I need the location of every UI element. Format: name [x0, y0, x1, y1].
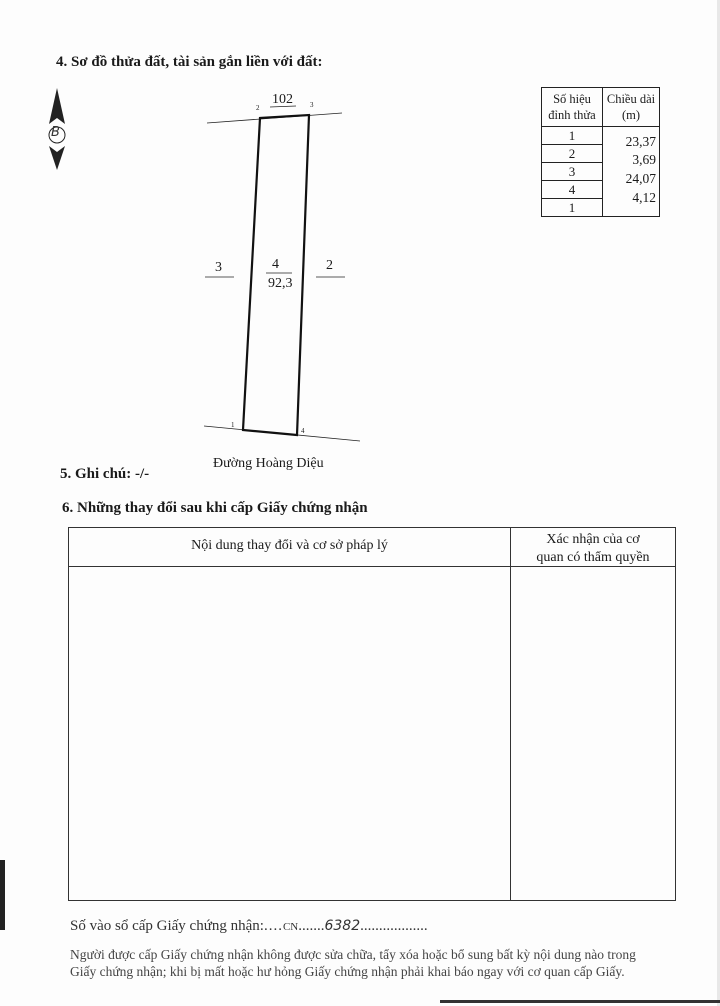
changes-table: [68, 527, 676, 901]
neighbor-right-label: 2: [326, 258, 333, 273]
scan-edge-mark: [440, 1000, 720, 1003]
compass-letter: B: [51, 125, 60, 140]
vertex-cell: 1: [542, 127, 603, 145]
vertex-header-line2: đỉnh thửa: [548, 108, 596, 122]
register-label: Số vào sổ cấp Giấy chứng nhận:: [70, 918, 264, 934]
section-5-title: 5. Ghi chú: -/-: [60, 466, 150, 482]
vertex-cell: 1: [542, 199, 603, 217]
length-value: 4,12: [632, 190, 656, 205]
length-value: 24,07: [625, 171, 656, 186]
register-prefix: CN: [282, 921, 299, 933]
vertex-label-2: 2: [256, 104, 260, 112]
vertex-table-header-length: [603, 88, 660, 127]
length-value: 23,37: [625, 134, 656, 149]
length-header-line1: Chiều dài: [606, 92, 656, 106]
note-line-1: Người được cấp Giấy chứng nhận không được sửa chữa, tẩy xóa hoặc bổ sung bất kỳ nội dung nào trong: [70, 947, 636, 962]
vertex-label-4: 4: [301, 427, 305, 435]
changes-col-content-header: Nội dung thay đổi và cơ sở pháp lý: [191, 538, 388, 553]
column-divider: [510, 528, 511, 900]
authority-header-line1: Xác nhận của cơ: [546, 532, 640, 547]
parcel-area: 92,3: [268, 276, 293, 291]
plot-diagram: [0, 0, 720, 480]
vertex-cell: 2: [542, 145, 603, 163]
vertex-label-1: 1: [231, 421, 235, 429]
neighbor-left-label: 3: [215, 260, 222, 275]
vertex-label-3: 3: [310, 101, 314, 109]
street-label: Đường Hoàng Diệu: [213, 456, 324, 471]
vertex-cell: 4: [542, 181, 603, 199]
vertex-header-line1: Số hiệu: [553, 92, 591, 106]
section-4-title: 4. Sơ đồ thửa đất, tài sản gắn liền với đất:: [56, 54, 323, 70]
register-number: 6382: [324, 918, 361, 934]
neighbor-top-label: 102: [272, 92, 293, 107]
changes-col-authority-header: [511, 531, 675, 567]
length-header-line2: (m): [621, 108, 641, 122]
length-value: 3,69: [632, 152, 656, 167]
section-6-title: 6. Những thay đổi sau khi cấp Giấy chứng nhận: [62, 500, 368, 516]
register-line: Số vào sổ cấp Giấy chứng nhận:....CN.......6382..................: [70, 918, 428, 934]
vertex-cell: 3: [542, 163, 603, 181]
authority-header-line2: quan có thẩm quyền: [536, 550, 650, 565]
vertex-table-header-vertex: [542, 88, 603, 127]
parcel-number: 4: [272, 257, 279, 272]
scan-edge-mark: [0, 860, 5, 930]
note-line-2: Giấy chứng nhận; khi bị mất hoặc hư hỏng Giấy chứng nhận phải khai báo ngay với cơ quan cấp Giấy.: [70, 964, 625, 979]
